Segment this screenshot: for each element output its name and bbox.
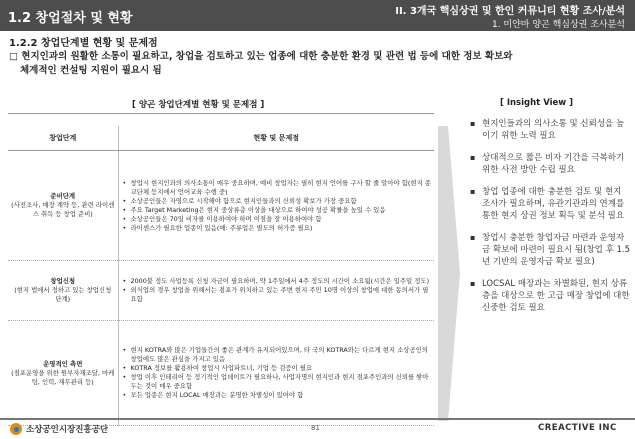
issue-point: • 소상공인들은 자영으로 시작해야 함으로 현지인들과의 신뢰성 확보가 가장 중요함 [123,197,432,206]
issue-point: • 모든 업종은 현지 LOCAL 매장과는 분명한 차별성이 있어야 함 [123,391,432,400]
insight-item: ▪ 창업 업종에 대한 충분한 검토 및 현지 조사가 필요하며, 유관기관과의 연계를 통한 현지 상권 정보 획득 및 분석 필요 [470,187,625,221]
org-logo-icon [10,423,22,435]
divider-line [8,113,434,114]
insight-title: [ Insight View ] [500,98,573,108]
issues-cell [118,261,434,321]
bullet-icon: ▪ [470,279,476,288]
insight-item: ▪ LOCSAL 매장과는 차별화된, 현지 상류층을 대상으로 한 고급 매장 창업에 대한 신중한 검토 필요 [470,279,630,313]
issue-point: • 현지 KOTRA와 많은 기업들간의 좋은 관계가 유지되어있으며, 타 국의 KOTRA와는 다르게 현지 소상공인의 창업에도 많은 관심을 가지고 있음 [123,346,432,364]
table-title: [ 양곤 창업단계별 현황 및 문제점 ] [132,100,265,110]
bullet-icon: ▪ [470,153,476,162]
insight-panel [470,118,630,324]
stage-description: (사전조사, 매장 계약 등, 관련 라이센스 취득 등 창업 준비) [11,201,115,218]
table-row [8,261,434,321]
bullet-icon: ▪ [470,119,476,128]
stage-description: (점포운영을 위한 원부자재조달, 마케팅, 인력, 재무관리 등) [11,368,115,386]
intro-text-line2: 체계적인 컨설팅 지원이 필요시 됨 [20,65,162,76]
stage-name: 준비단계 [50,192,76,200]
issue-point: • 라이센스가 필요한 업종이 있음(예: 주류업은 별도의 허가증 필요) [123,224,432,233]
insight-item: ▪ 현지인들과의 의사소통 및 신뢰성을 높이기 위한 노력 필요 [470,119,625,141]
column-header-issues: 현황 및 문제점 [118,126,434,151]
stage-cell [8,151,118,261]
insight-item: ▪ 창업시 충분한 창업자금 마련과 운영자금 확보에 마련이 필요시 됨(창업 후 1.5년 기반의 운영자금 확보 필요) [470,233,631,267]
bullet-icon: ▪ [470,187,476,196]
issue-point: • 소상공인들은 70일 비자를 이용하여야 하며 이점을 잘 이용하여야 함 [123,215,432,224]
status-table [8,126,434,426]
issue-point: • 창업 이후 인테리어 등 정기적인 업데이트가 필요하나, 사업자명의 현지인과 현지 점포주인과의 신뢰를 쌓아두는 것이 매우 중요함 [123,373,432,391]
issue-point: • 창업시 현지인과의 의사소통이 매우 중요하며, 예비 창업자는 필히 현지 언어를 구사 할 줄 알아야 함(현지 종교단체 등지에서 언어교육 수행 중) [123,179,432,197]
intro-text-line1: □ 현지인과의 원활한 소통이 필요하고, 창업을 검토하고 있는 업종에 대한 충분한 환경 및 관련 법 등에 대한 정보 확보와 [9,51,513,62]
header-bar [0,0,635,31]
table-row [8,151,434,261]
issues-cell [118,321,434,426]
section-heading: 1.2.2 창업단계별 현황 및 문제점 [9,38,158,49]
stage-description: (현지 법에서 정하고 있는 창업신청 단계) [14,286,112,303]
stage-cell [8,321,118,426]
issue-point: • 주요 Target Marketing은 현지 중상류층 이상을 대상으로 하여야 성공 확률을 높일 수 있음 [123,206,432,215]
issue-point: • KOTRA 정보를 활용하여 창업시 사업파트너, 기업 등 검증이 필요 [123,364,432,373]
column-header-stage: 창업단계 [8,126,118,151]
table-row [8,321,434,426]
insight-item: ▪ 상대적으로 짧은 비자 기간을 극복하기 위한 사전 방안 수립 필요 [470,153,625,175]
page-title: 1.2 창업절차 및 현황 [8,11,133,26]
issue-point: • 외식업의 경우 창업을 위해서는 점포가 위치하고 있는 주변 현지 주민 10명 이상의 창업에 대한 동의서가 필요함 [123,286,432,304]
org-name: 소상공인시장진흥공단 [26,425,109,435]
bullet-icon: ▪ [470,233,476,242]
issue-point: • 2000불 정도 사업등록 신청 자금이 필요하며, 약 1주일에서 4주 정도의 시간이 소요됨(시간은 일주일 정도) [123,277,432,286]
right-arrow-icon [438,126,460,421]
footer-divider [0,418,635,420]
subchapter-title: 1. 미얀마 양곤 핵심상권 조사분석 [491,20,625,30]
page-number: 81 [311,424,320,432]
stage-cell [8,261,118,321]
chapter-title: II. 3개국 핵심상권 및 한인 커뮤니티 현황 조사/분석 [395,6,625,17]
brand-logo: CREACTIVE INC [538,423,617,433]
issues-cell [118,151,434,261]
stage-name: 창업신청 [50,277,76,285]
stage-name: 운영적인 측면 [43,359,83,368]
